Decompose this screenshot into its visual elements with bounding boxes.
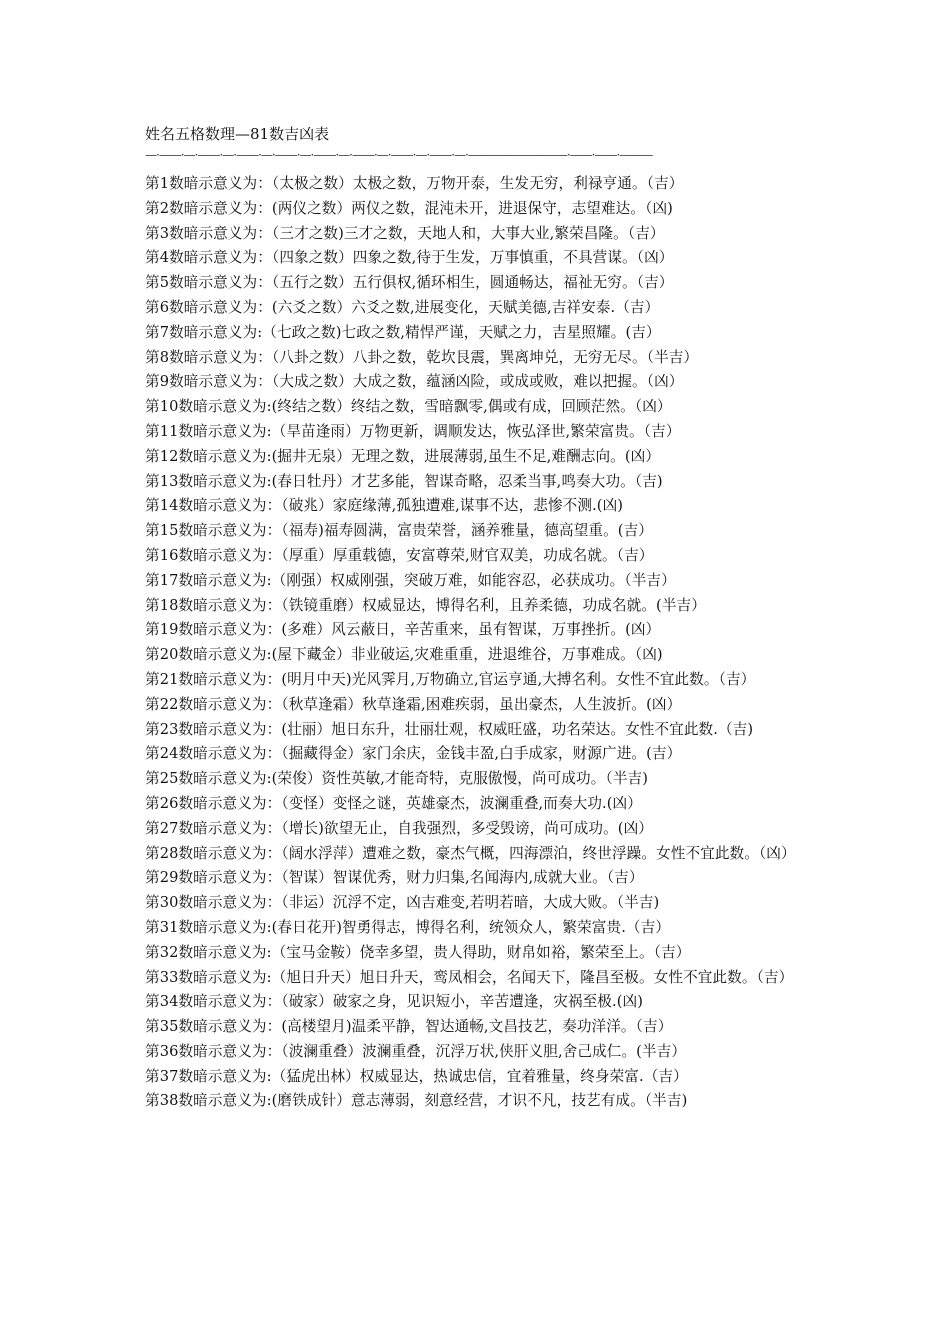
entry-line: 第27数暗示意义为：（增长)欲望无止，自我强烈，多受毁谤，尚可成功。(凶） (145, 819, 653, 837)
entry-line: 第5数暗示意义为：（五行之数）五行俱权,循环相生，圆通畅达，福祉无穷。（吉） (145, 274, 674, 292)
entry-line: 第31数暗示意义为:(春日花开)智勇得志，博得名利，统领众人，繁荣富贵.（吉） (145, 918, 671, 936)
entry-line: 第20数暗示意义为:(屋下藏金）非业破运,灾难重重，进退维谷，万事难成。（凶) (145, 646, 663, 664)
entry-line: 第28数暗示意义为：（阔水浮萍）遭难之数，豪杰气概，四海漂泊，终世浮躁。女性不宜此数。（凶） (145, 844, 796, 862)
entry-line: 第19数暗示意义为：(多难）风云蔽日，辛苦重来，虽有智谋，万事挫折。(凶） (145, 621, 661, 639)
entry-line: 第25数暗示意义为:(荣俊）资性英敏,才能奇特，克服傲慢，尚可成功。（半吉) (145, 770, 649, 788)
entry-line: 第15数暗示意义为：（福寿)福寿圆满，富贵荣誉，涵养雅量，德高望重。(吉） (145, 522, 653, 540)
entry-line: 第16数暗示意义为：（厚重）厚重载德，安富尊荣,财官双美，功成名就。（吉） (145, 546, 654, 564)
entry-line: 第38数暗示意义为:(磨铁成针）意志薄弱，刻意经营，才识不凡，技艺有成。（半吉) (145, 1092, 688, 1110)
entry-line: 第36数暗示意义为：（波澜重叠）波澜重叠，沉浮万状,侠肝义胆,舍己成仁。(半吉） (145, 1042, 687, 1060)
entry-line: 第33数暗示意义为:（旭日升天）旭日升天，鸾凤相会，名闻天下，隆昌至极。女性不宜此数。（吉） (145, 968, 794, 986)
entry-line: 第8数暗示意义为：（八卦之数）八卦之数，乾坎艮震，巽离坤兑，无穷无尽。（半吉） (145, 348, 699, 366)
entry-line: 第32数暗示意义为:（宝马金鞍）侥幸多望，贵人得助，财帛如裕，繁荣至上。（吉） (145, 943, 691, 961)
entry-line: 第37数暗示意义为:（猛虎出林）权威显达，热诚忠信，宜着雅量，终身荣富.（吉） (145, 1067, 688, 1085)
entry-line: 第11数暗示意义为:（旱苗逢雨）万物更新，调顺发达，恢弘泽世,繁荣富贵。（吉） (145, 422, 681, 440)
entry-line: 第13数暗示意义为:(春日牡丹）才艺多能，智谋奇略，忍柔当事,鸣奏大功。（吉) (145, 472, 663, 490)
entry-line: 第18数暗示意义为：（铁镜重磨）权威显达，博得名利，且养柔德，功成名就。(半吉） (145, 596, 706, 614)
entry-line: 第2数暗示意义为：(两仪之数）两仪之数，混沌未开，进退保守，志望难达。（凶) (145, 199, 673, 217)
entry-line: 第24数暗示意义为：（掘藏得金）家门余庆，金钱丰盈,白手成家，财源广进。(吉） (145, 745, 682, 763)
entry-list (145, 172, 815, 1114)
entry-line: 第21数暗示意义为：(明月中天)光风霁月,万物确立,官运亨通,大搏名利。女性不宜此数。（吉） (145, 670, 756, 688)
entry-line: 第29数暗示意义为：（智谋）智谋优秀，财力归集,名闻海内,成就大业。（吉） (145, 869, 644, 887)
entry-line: 第35数暗示意义为：(高楼望月)温柔平静，智达通畅,文昌技艺，奏功洋洋。（吉） (145, 1018, 673, 1036)
divider-line: —·——·—·——·—·——·—·——·—·——·—·——·—·——·—·——·—·—————————·——·——·——— (145, 149, 653, 162)
entry-line: 第3数暗示意义为：（三才之数)三才之数，天地人和，大事大业,繁荣昌隆。（吉） (145, 224, 665, 242)
document-page (145, 120, 815, 1114)
document-title: 姓名五格数理—81数吉凶表 (145, 125, 330, 143)
entry-line: 第4数暗示意义为：（四象之数）四象之数,待于生发，万事慎重，不具营谋。（凶） (145, 249, 674, 267)
entry-line: 第14数暗示意义为：（破兆）家庭缘薄,孤独遭难,谋事不达，悲惨不测.(凶) (145, 497, 624, 515)
entry-line: 第10数暗示意义为:(终结之数）终结之数，雪暗飘零,偶或有成，回顾茫然。（凶） (145, 398, 672, 416)
entry-line: 第22数暗示意义为：（秋草逢霜）秋草逢霜,困难疾弱，虽出豪杰，人生波折。(凶） (145, 695, 682, 713)
entry-line: 第34数暗示意义为：（破家）破家之身，见识短小，辛苦遭逢，灾祸至极.(凶) (145, 993, 643, 1011)
entry-line: 第12数暗示意义为:(掘井无泉）无理之数，进展薄弱,虽生不足,难酬志向。(凶） (145, 447, 661, 465)
entry-line: 第9数暗示意义为：（大成之数）大成之数，蕴涵凶险，或成或败，难以把握。（凶） (145, 373, 684, 391)
entry-line: 第6数暗示意义为：(六爻之数）六爻之数,进展变化，天赋美德,吉祥安泰.（吉） (145, 298, 660, 316)
entry-line: 第30数暗示意义为：（非运）沉浮不定，凶吉难变,若明若暗，大成大败。（半吉) (145, 894, 660, 912)
entry-line: 第7数暗示意义为:（七政之数)七政之数,精悍严谨，天赋之力，吉星照耀。(吉） (145, 323, 661, 341)
entry-line: 第1数暗示意义为：（太极之数）太极之数，万物开泰，生发无穷，利禄亨通。（吉） (145, 175, 684, 192)
entry-line: 第23数暗示意义为：(壮丽）旭日东升，壮丽壮观，权威旺盛，功名荣达。女性不宜此数.（吉) (145, 720, 754, 738)
entry-line: 第26数暗示意义为：（变怪）变怪之谜，英雄豪杰，波澜重叠,而奏大功.(凶） (145, 794, 642, 812)
entry-line: 第17数暗示意义为:（刚强）权威刚强，突破万难，如能容忍，必获成功。（半吉） (145, 571, 676, 589)
